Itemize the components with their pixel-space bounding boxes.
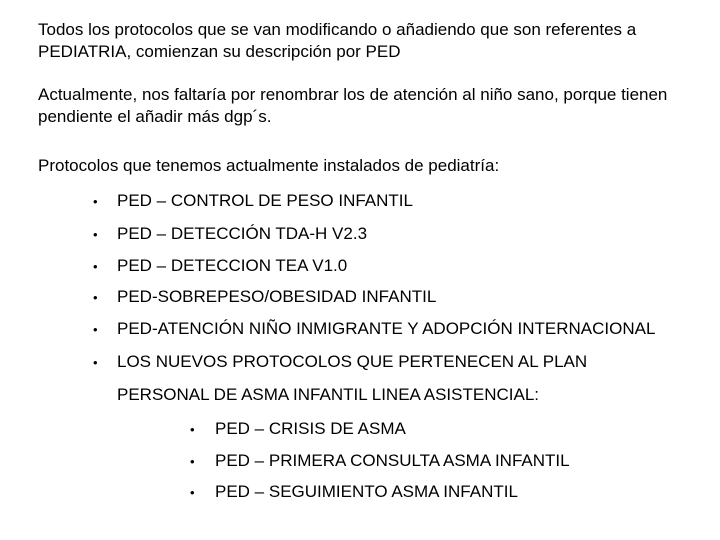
- list-item-text: PERSONAL DE ASMA INFANTIL LINEA ASISTENCIAL:: [117, 385, 539, 404]
- pending-paragraph: Actualmente, nos faltaría por renombrar los de atención al niño sano, porque tienen pendiente el añadir más dgp´s.: [38, 85, 668, 126]
- bullet-icon: •: [93, 259, 98, 274]
- bullet-icon: •: [190, 422, 195, 437]
- bullet-icon: •: [93, 290, 98, 305]
- list-item-text: PED-ATENCIÓN NIÑO INMIGRANTE Y ADOPCIÓN INTERNACIONAL: [117, 319, 656, 338]
- list-item-text: PED – DETECCIÓN TDA-H V2.3: [117, 224, 368, 243]
- bullet-icon: •: [190, 454, 195, 469]
- sub-list-item-text: PED – PRIMERA CONSULTA ASMA INFANTIL: [215, 451, 570, 470]
- list-item-text: PED – DETECCION TEA V1.0: [117, 256, 348, 275]
- bullet-icon: •: [93, 194, 98, 209]
- list-item-text: PED – CONTROL DE PESO INFANTIL: [117, 191, 413, 210]
- list-item-text: LOS NUEVOS PROTOCOLOS QUE PERTENECEN AL PLAN: [117, 352, 588, 371]
- bullet-icon: •: [93, 322, 98, 337]
- bullet-icon: •: [93, 227, 98, 242]
- sub-list-item-text: PED – SEGUIMIENTO ASMA INFANTIL: [215, 482, 518, 501]
- intro-paragraph: Todos los protocolos que se van modificando o añadiendo que son referentes a PEDIATRIA, comienzan su descripción por PED: [38, 20, 637, 61]
- list-item-text: PED-SOBREPESO/OBESIDAD INFANTIL: [117, 287, 437, 306]
- bullet-icon: •: [190, 485, 195, 500]
- installed-protocols-heading: Protocolos que tenemos actualmente instalados de pediatría:: [38, 156, 500, 175]
- sub-list-item-text: PED – CRISIS DE ASMA: [215, 419, 406, 438]
- bullet-icon: •: [93, 355, 98, 370]
